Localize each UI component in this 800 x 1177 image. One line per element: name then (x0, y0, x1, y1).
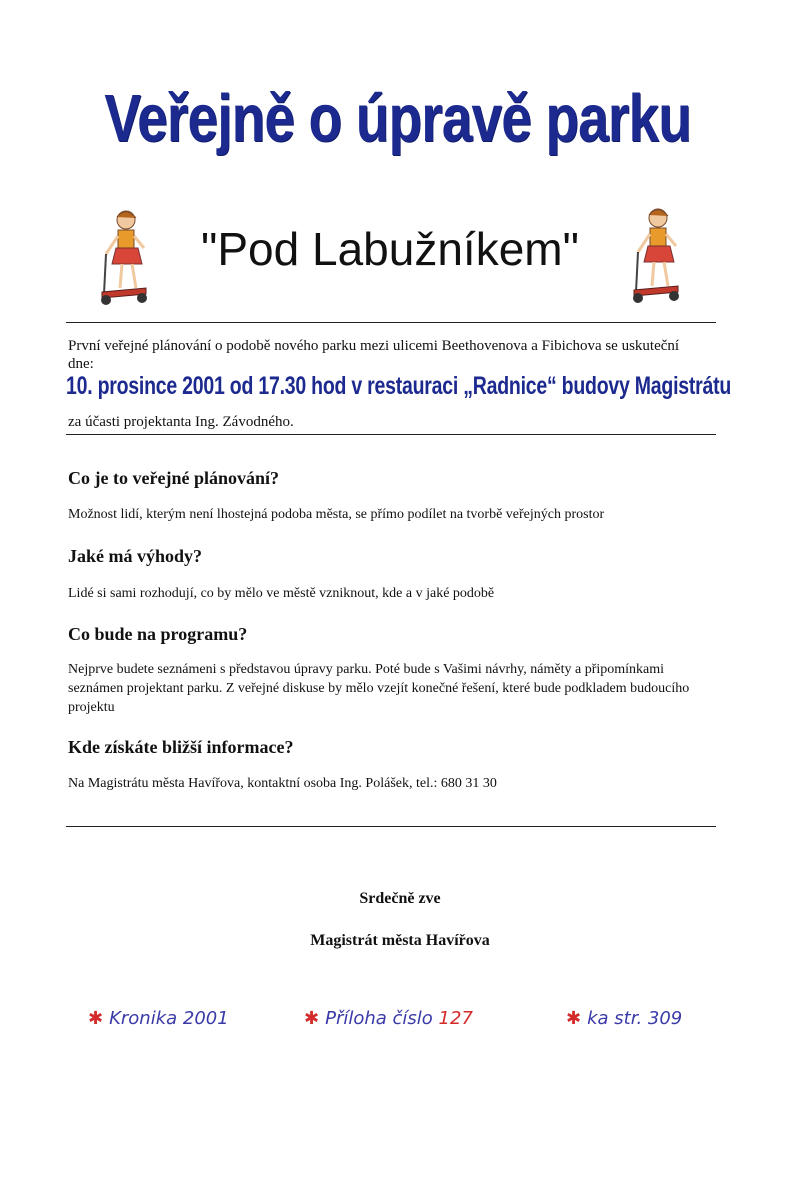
intro-text: První veřejné plánování o podobě nového parku mezi ulicemi Beethovenova a Fibichova se uskuteční dne: (68, 338, 680, 372)
divider-middle (66, 434, 716, 435)
section-text-what-is-planning: Možnost lidí, kterým není lhostejná podoba města, se přímo podílet na tvorbě veřejných prostor (68, 507, 605, 522)
section-text-program: Nejprve budete seznámeni s představou úpravy parku. Poté bude s Vašimi návrhy, náměty a připomínkami seznámen projektant parku. Z veřejné diskuse by mělo vzejít konečné řešení, které bude podkladem budoucího projektu (68, 662, 690, 715)
closing-greeting: Srdečně zve (359, 890, 441, 907)
handwritten-note-chronicle (88, 1008, 229, 1029)
section-heading-more-info: Kde získáte bližší informace? (68, 737, 294, 757)
section-heading-what-is-planning: Co je to veřejné plánování? (68, 468, 279, 488)
architect-line: za účasti projektanta Ing. Závodného. (68, 414, 294, 430)
asterisk-icon: ✱ (566, 1008, 582, 1029)
subtitle: "Pod Labužníkem" (201, 223, 579, 275)
handwritten-note-attachment-number: 127 (438, 1008, 473, 1029)
handwritten-note-page (566, 1008, 682, 1029)
event-date-line: 10. prosince 2001 od 17.30 hod v restauraci „Radnice“ budovy Magistrátu (66, 372, 732, 400)
divider-top (66, 322, 716, 323)
handwritten-note-page-text: ka str. 309 (587, 1008, 683, 1029)
handwritten-note-chronicle-text: Kronika 2001 (109, 1008, 229, 1029)
handwritten-note-attachment-text: Příloha číslo (325, 1008, 433, 1029)
child-on-scooter-illustration-right (628, 206, 690, 306)
handwritten-note-attachment (304, 1008, 473, 1029)
section-heading-advantages: Jaké má výhody? (68, 546, 203, 566)
section-text-more-info: Na Magistrátu města Havířova, kontaktní osoba Ing. Polášek, tel.: 680 31 30 (68, 776, 497, 791)
section-heading-program: Co bude na programu? (68, 624, 248, 644)
section-text-advantages: Lidé si sami rozhodují, co by mělo ve městě vzniknout, kde a v jaké podobě (68, 586, 495, 601)
closing-signature: Magistrát města Havířova (310, 932, 490, 949)
asterisk-icon: ✱ (88, 1008, 104, 1029)
divider-bottom (66, 826, 716, 827)
asterisk-icon: ✱ (304, 1008, 320, 1029)
main-title: Veřejně o úpravě parku (104, 81, 691, 156)
